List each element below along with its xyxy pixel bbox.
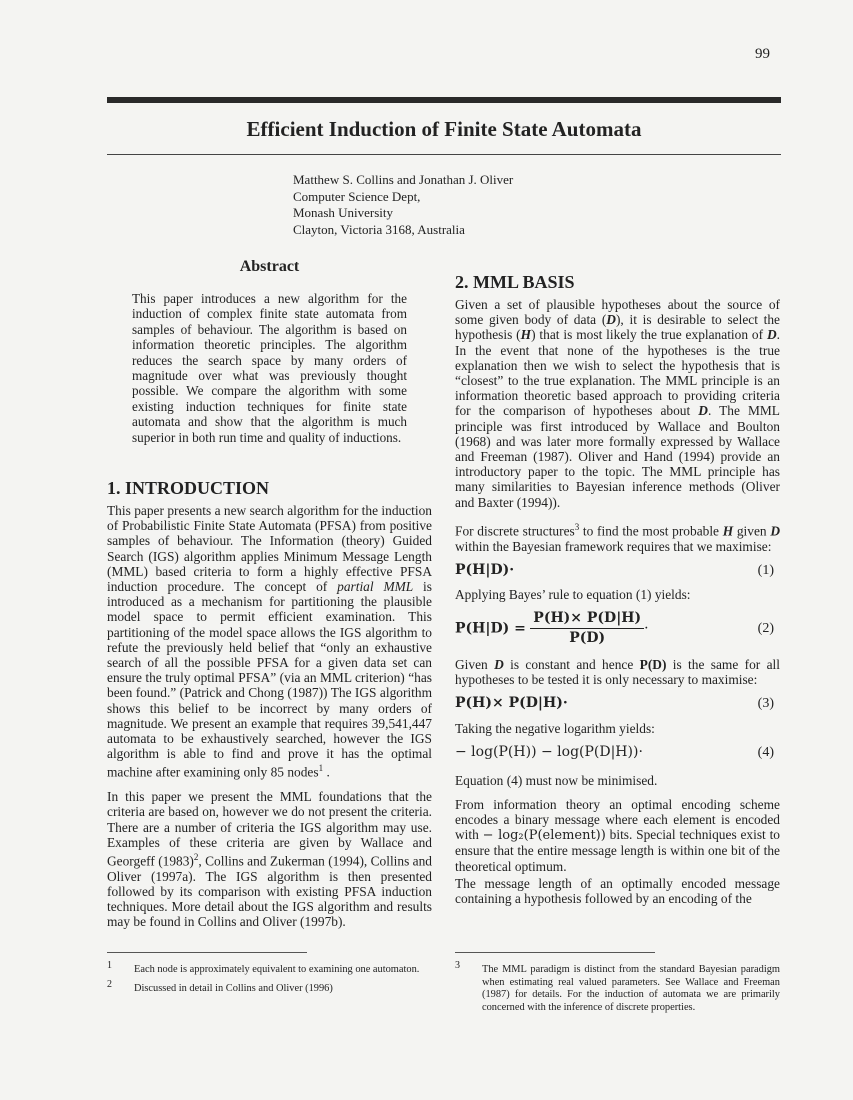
mml-paragraph-8: The message length of an optimally encoded message containing a hypothesis followed by an encoding of the bbox=[455, 875, 780, 906]
equation-4: − log(P(H)) − log(P(D|H))· (4) bbox=[455, 744, 774, 761]
author-names: Matthew S. Collins and Jonathan J. Oliver bbox=[293, 172, 514, 187]
footnote-2: 2 Discussed in detail in Collins and Oliver (1996) bbox=[107, 978, 333, 994]
mml-paragraph-1: Given a set of plausible hypotheses about the source of some given body of data (D), it is desirable to select the hypothesis (H) that is most likely the true explanation of D. In the event that none of the hypotheses is the true explanation then we wish to select the hypothesis that is “closest” to the true explanation. The MML principle is an information theoretic based approach to providing criteria for the comparison of hypotheses about D. The MML principle was first introduced by Wallace and Boulton (1968) and was later more formally expressed by Wallace and Freeman (1987). Oliver and Hand (1994) provide an introductory paper to the topic. The MML principle has many similarities to Bayesian inference methods (Oliver and Baxter (1994)). bbox=[455, 297, 781, 510]
mml-heading: 2. MML BASIS bbox=[455, 272, 575, 292]
footnote-rule-right bbox=[455, 952, 655, 953]
mml-paragraph-3: Applying Bayes’ rule to equation (1) yields: bbox=[455, 586, 691, 602]
footnote-1: 1 Each node is approximately equivalent to examining one automaton. bbox=[107, 960, 420, 975]
footnote-ref-3: 3 bbox=[574, 521, 580, 532]
mml-paragraph-7: From information theory an optimal encoding scheme encodes a binary message where each element is encoded with − log₂(P(element)) bits. Special techniques exist to ensure that the entire message length is within one bit of the theoretical optimum. bbox=[455, 796, 780, 874]
equation-3: P(H)× P(D|H)· (3) bbox=[455, 694, 774, 711]
title-bottom-rule bbox=[107, 154, 781, 155]
footnote-rule-left bbox=[107, 952, 307, 953]
equation-2-fraction: $\frac{P(H)\times P(D|H)}{P(D)}$ bbox=[530, 611, 644, 646]
intro-body bbox=[107, 503, 432, 938]
intro-paragraph-1: This paper presents a new search algorithm for the induction of Probabilistic Finite State Automata (PFSA) from positive samples of behaviour. The Information (theory) Guided Search (IGS) algorithm applies Minimum Message Length (MML) based criteria to form a highly effective PFSA induction procedure. The concept of partial MML is introduced as a mechanism for partitioning the plausible model space to permit efficient examination. This partitioning of the model space allows the IGS algorithm to refute the previously held belief that “only an exhaustive search of all the possible PFSA for a given data set can ensure the truly optimal PFSA” (via an MML criterion) “has been found.” (Patrick and Chong (1987)) The IGS algorithm shows this belief to be incorrect by many orders of magnitude. We present an example that requires 39,541,447 automata to be exhaustively searched, however the IGS algorithm is able to find and prove it has the optimal machine after examining only 85 nodes$^1$ . bbox=[107, 503, 432, 780]
author-university: Monash University bbox=[293, 205, 394, 220]
paper-title: Efficient Induction of Finite State Automata bbox=[246, 117, 642, 141]
abstract-heading: Abstract bbox=[239, 258, 300, 275]
footnotes-left bbox=[107, 960, 432, 995]
intro-heading: 1. INTRODUCTION bbox=[107, 478, 270, 498]
page-number: 99 bbox=[755, 46, 770, 62]
author-block bbox=[293, 172, 513, 238]
author-address: Clayton, Victoria 3168, Australia bbox=[293, 221, 465, 237]
intro-paragraph-2: In this paper we present the MML foundations that the criteria are based on, however we do not present the criteria. There are a number of criteria the IGS algorithm may use. Examples of these criteria are given by Wallace and Georgeff $(1983)^2$, Collins and Zukerman (1994), Collins and Oliver (1997a). The IGS algorithm is then presented followed by its comparison with existing PFSA induction techniques. More detail about the IGS algorithm and results may be found in Collins and Oliver (1997b). bbox=[107, 789, 432, 930]
mml-paragraph-2: For discrete structures$^3$ to find the most probable H given D within the Bayesian framework requires that we maximise: bbox=[455, 521, 780, 554]
abstract-text: This paper introduces a new algorithm for the induction of complex finite state automata from samples of behaviour. The algorithm is based on information theoretic principles. The algorithm reduces the search space by many orders of magnitude over what was previously thought possible. We compare the algorithm with some existing induction techniques for finite state automata and show that the algorithm is much superior in both run time and quality of inductions. bbox=[132, 291, 407, 445]
mml-paragraph-6: Equation (4) must now be minimised. bbox=[455, 772, 658, 788]
title-top-rule bbox=[107, 97, 781, 103]
footnote-ref-2: 2 bbox=[193, 851, 199, 862]
equation-2: P(H|D) = $\frac{P(H)\times P(D|H)}{P(D)}$ · (2) bbox=[455, 610, 774, 647]
element-encoding-formula: − log₂(P(element)) bbox=[482, 828, 606, 844]
author-dept: Computer Science Dept, bbox=[293, 188, 421, 204]
mml-paragraph-4: Given D is constant and hence P(D) is the same for all hypotheses to be tested it is only necessary to maximise: bbox=[455, 656, 780, 687]
footnote-ref-1: 1 bbox=[318, 763, 324, 774]
equation-1: P(H|D)· (1) bbox=[455, 561, 774, 578]
footnote-3: 3 The MML paradigm is distinct from the standard Bayesian paradigm when estimating real valued parameters. See Wallace and Freeman (1987) for details. For the induction of automata we are primarily concerned with the inference of discrete properties. bbox=[455, 960, 780, 1013]
mml-body bbox=[455, 297, 780, 915]
footnotes-right bbox=[455, 960, 780, 1014]
mml-paragraph-5: Taking the negative logarithm yields: bbox=[455, 721, 655, 737]
